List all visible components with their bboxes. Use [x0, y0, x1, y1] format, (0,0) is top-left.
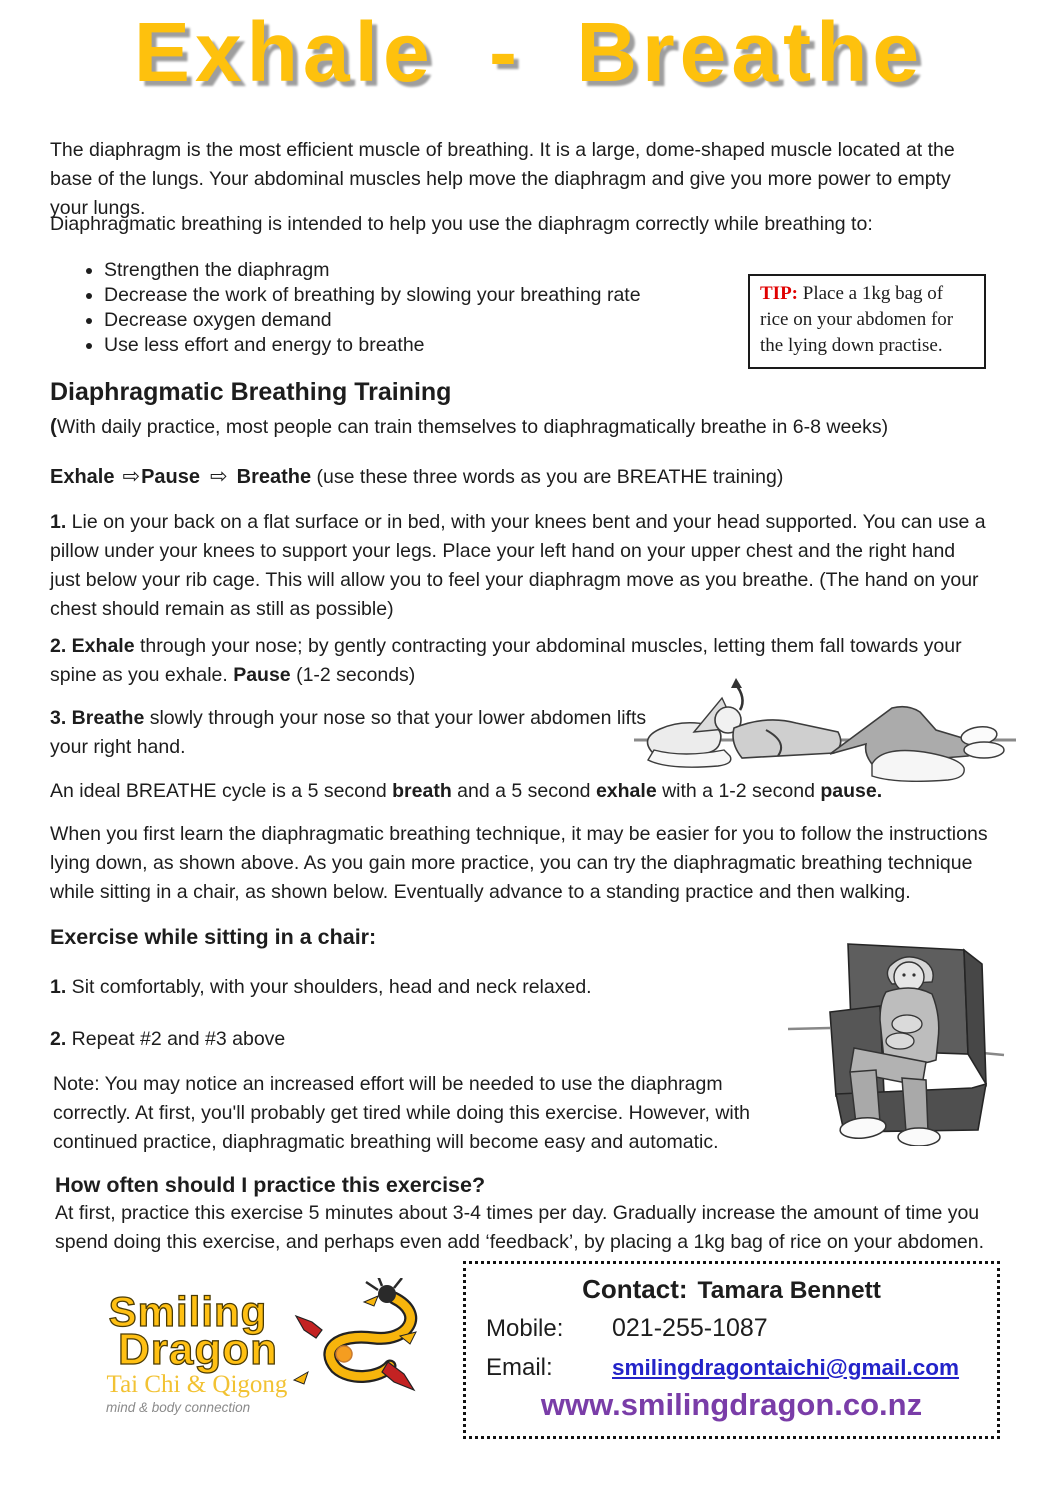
step-1-paragraph: 1. Lie on your back on a flat surface or in bed, with your knees bent and your head supported. You can use a pillow under your knees to support your legs. Place your left hand on your upper chest and the right hand just below your rib cage. This will allow you to feel your diaphragm move as you breathe. (The hand on your chest should remain as still as possible) — [50, 511, 986, 620]
intro-paragraph-2: Diaphragmatic breathing is intended to help you use the diaphragm correctly while breathing to: — [50, 213, 873, 235]
email-link[interactable]: smilingdragontaichi@gmail.com — [612, 1355, 959, 1380]
practice-paragraph: At first, practice this exercise 5 minutes about 3-4 times per day. Gradually increase the amount of time you spend doing this exercise, and perhaps even add ‘feedback’, by placing a 1kg bag of rice on your abdomen. — [55, 1202, 985, 1253]
tip-text: Place a 1kg bag of rice on your abdomen for the lying down practise. — [760, 283, 954, 356]
contact-label: Contact: — [582, 1274, 688, 1304]
subheading-paren: ( — [50, 415, 57, 438]
mantra-note: (use these three words as you are BREATHE training) — [316, 466, 784, 488]
ideal-cycle-line: An ideal BREATHE cycle is a 5 second breath and a 5 second exhale with a 1-2 second pause. — [50, 780, 883, 802]
list-item: • Decrease the work of breathing by slowing your breathing rate — [104, 283, 720, 308]
note-paragraph: Note: You may notice an increased effort will be needed to use the diaphragm correctly. At first, you'll probably get tired while doing this exercise. However, with continued practice, diaphragmatic breathing will become easy and automatic. — [53, 1073, 750, 1153]
exhale-pause-breathe-line — [50, 462, 990, 492]
step-3-paragraph: 3. Breathe slowly through your nose so that your lower abdomen lifts your right hand. — [50, 707, 647, 758]
mobile-number: 021-255-1087 — [612, 1314, 768, 1342]
sitting-figure-illustration — [786, 932, 1006, 1146]
page-title: Exhale - Breathe — [133, 5, 925, 99]
logo-word-1: Smiling — [108, 1288, 268, 1335]
list-item: • Use less effort and energy to breathe — [104, 333, 720, 358]
step-2-paragraph: 2. Exhale through your nose; by gently contracting your abdominal muscles, letting them fall towards your spine as you exhale. Pause (1-2 seconds) — [50, 635, 962, 686]
email-row — [486, 1354, 959, 1382]
step-number: 3. Breathe — [50, 707, 145, 729]
step-number: 2. — [50, 1028, 67, 1050]
step-number: 1. — [50, 511, 67, 533]
section-heading-training: Diaphragmatic Breathing Training — [50, 378, 452, 406]
progression-paragraph: When you first learn the diaphragmatic breathing technique, it may be easier for you to follow the instructions lying down, as shown above. As you gain more practice, you can try the diaphragmatic breathing technique while sitting in a chair, as shown below. Eventually advance to a standing practice and then walking. — [50, 823, 988, 903]
tip-box — [748, 274, 986, 369]
mantra-word-pause: Pause — [141, 466, 201, 488]
right-arrow-icon: ⇨ — [210, 465, 228, 488]
right-arrow-icon: ⇨ — [122, 465, 141, 488]
tip-label: TIP: — [760, 283, 798, 304]
mantra-word-breathe: Breathe — [236, 466, 312, 488]
smiling-dragon-logo — [82, 1278, 426, 1426]
contact-name: Tamara Bennett — [697, 1277, 881, 1304]
logo-subtagline: mind & body connection — [106, 1400, 251, 1415]
chair-step-2: 2. Repeat #2 and #3 above — [50, 1028, 286, 1050]
chair-step-1: 1. Sit comfortably, with your shoulders, head and neck relaxed. — [50, 976, 592, 998]
website-link[interactable]: www.smilingdragon.co.nz — [540, 1387, 923, 1422]
benefits-list — [80, 258, 720, 358]
training-subheading — [50, 412, 990, 442]
dragon-icon — [294, 1278, 416, 1390]
email-label: Email: — [486, 1354, 553, 1381]
step-number: 2. Exhale — [50, 635, 135, 657]
list-item: • Decrease oxygen demand — [104, 308, 720, 333]
mobile-label: Mobile: — [486, 1315, 564, 1342]
section-heading-practice: How often should I practice this exercise? — [55, 1173, 486, 1197]
mobile-row — [486, 1314, 768, 1343]
logo-word-2: Dragon — [118, 1325, 278, 1374]
mantra-word-exhale: Exhale — [50, 466, 115, 488]
contact-heading — [466, 1274, 997, 1305]
lying-figure-illustration — [634, 678, 1016, 782]
subheading-text: With daily practice, most people can train themselves to diaphragmatically breathe in 6-8 weeks) — [56, 416, 889, 438]
section-heading-chair: Exercise while sitting in a chair: — [50, 925, 377, 949]
contact-box — [463, 1261, 1000, 1439]
list-item: • Strengthen the diaphragm — [104, 258, 720, 283]
step-number: 1. — [50, 976, 67, 998]
intro-paragraph-1: The diaphragm is the most efficient muscle of breathing. It is a large, dome-shaped muscle located at the base of the lungs. Your abdominal muscles help move the diaphragm and give you more power to empty your lungs. — [50, 139, 955, 219]
logo-tagline: Tai Chi & Qigong — [106, 1371, 288, 1398]
